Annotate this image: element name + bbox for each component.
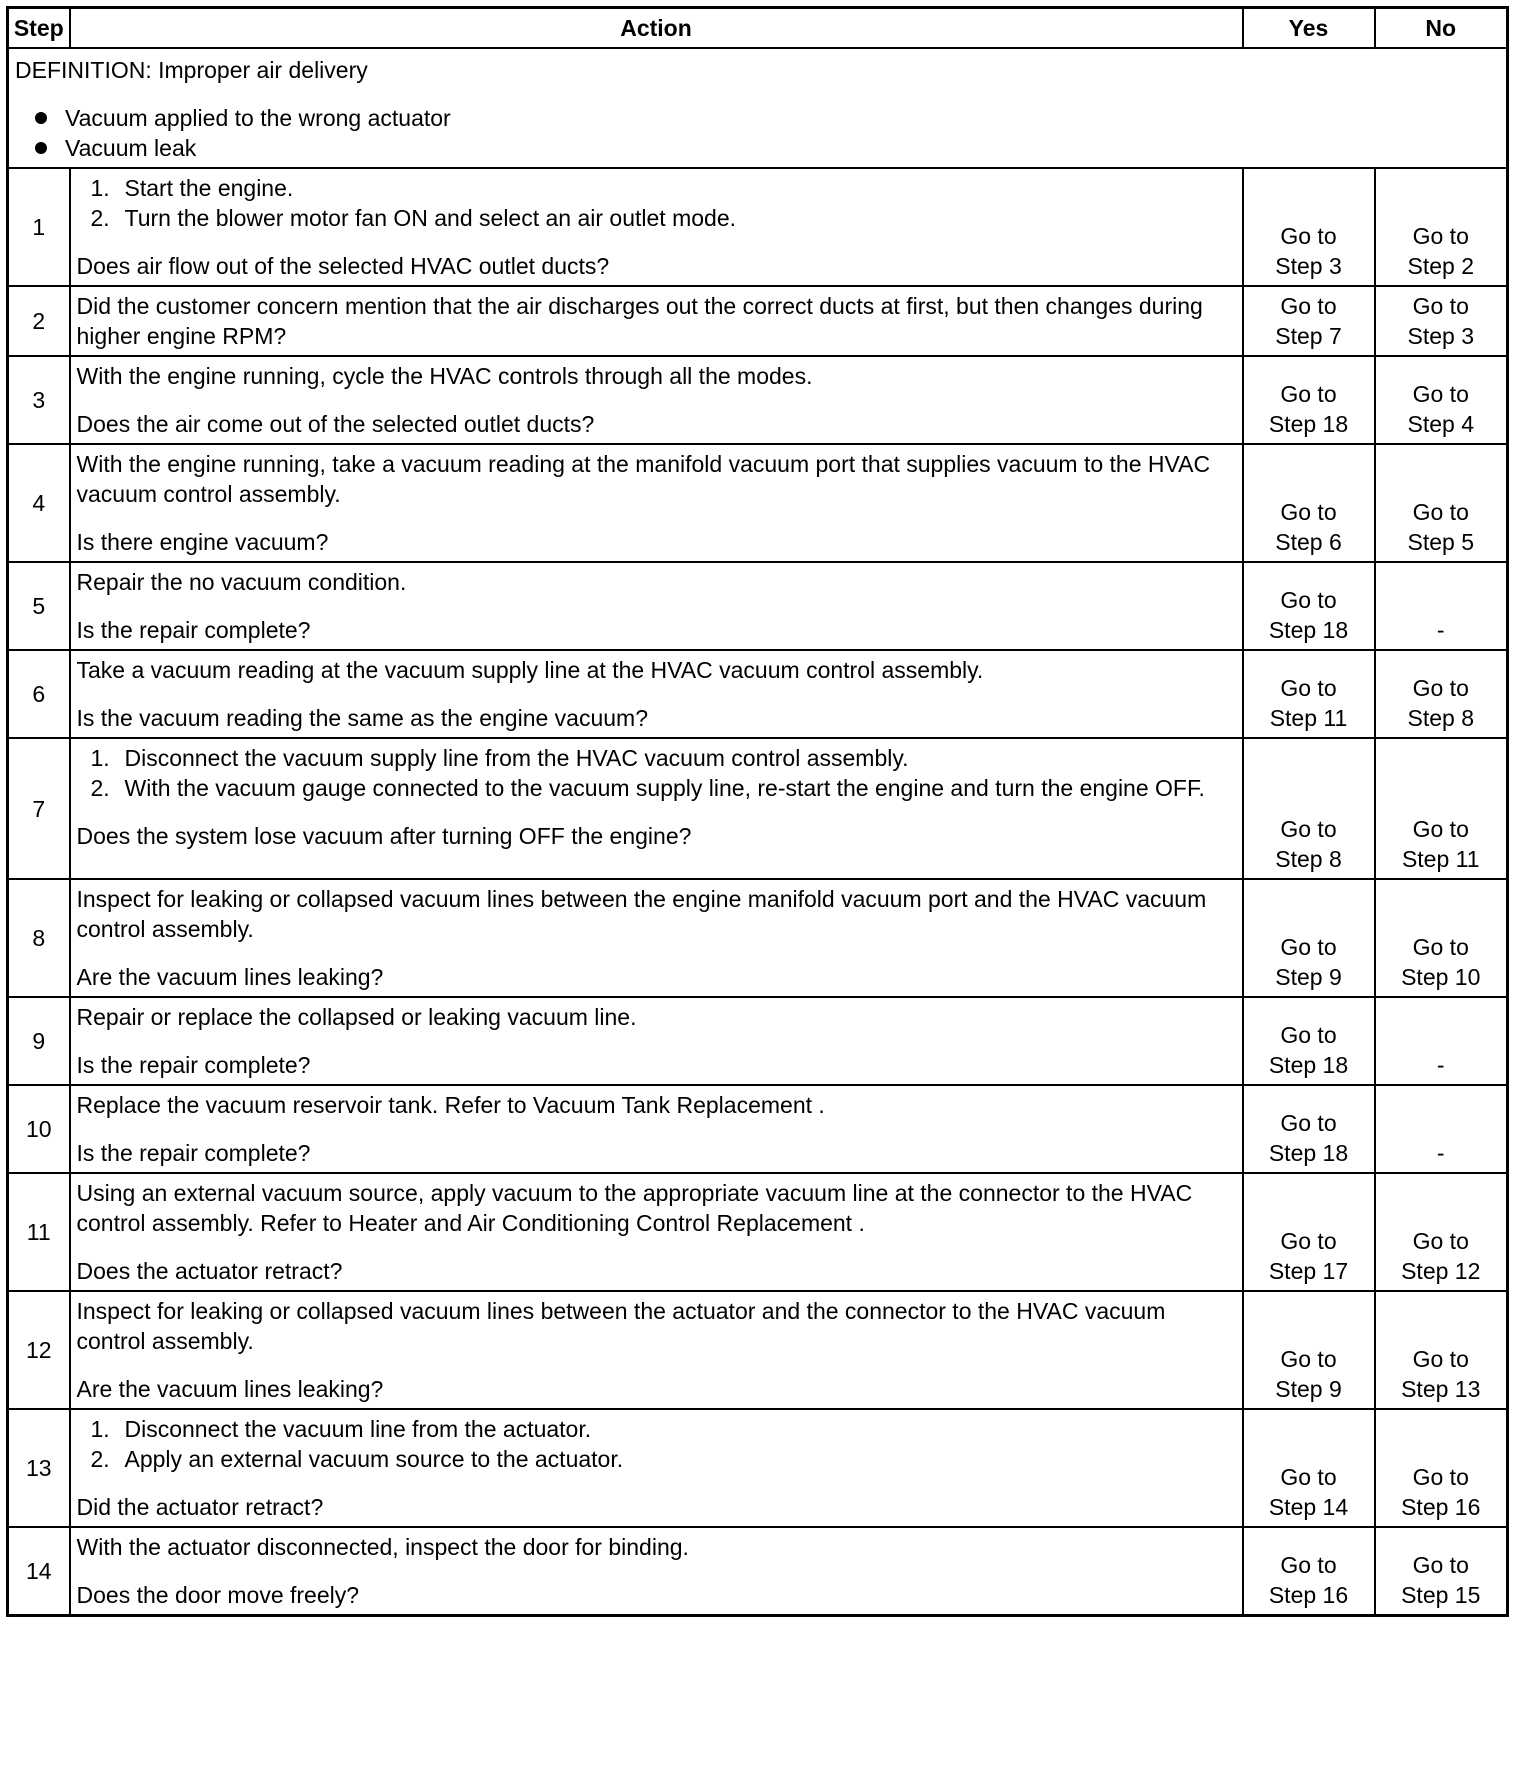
yes-line: Step 9 <box>1275 1376 1342 1402</box>
no-cell <box>1375 1291 1508 1409</box>
action-step-number: 1. <box>90 175 110 201</box>
no-cell <box>1375 1409 1508 1527</box>
step-number: 14 <box>8 1527 70 1616</box>
no-cell <box>1375 1527 1508 1616</box>
yes-line: Go to <box>1280 499 1337 525</box>
yes-cell <box>1243 1527 1375 1616</box>
action-steps <box>77 1414 1236 1474</box>
action-cell <box>70 650 1243 738</box>
no-cell <box>1375 286 1508 356</box>
definition-bullets <box>15 103 1502 163</box>
action-question: Is there engine vacuum? <box>76 529 329 555</box>
yes-line: Step 9 <box>1275 964 1342 990</box>
action-step <box>77 773 1236 803</box>
no-line: Go to <box>1412 675 1469 701</box>
step-number: 7 <box>8 738 70 879</box>
definition-cell <box>8 48 1508 168</box>
no-cell <box>1375 444 1508 562</box>
step-number: 12 <box>8 1291 70 1409</box>
action-step-number: 2. <box>90 205 110 231</box>
yes-cell <box>1243 286 1375 356</box>
yes-line: Go to <box>1280 675 1337 701</box>
no-line: - <box>1436 1140 1445 1166</box>
diagnostic-table <box>6 6 1509 1617</box>
yes-line: Step 7 <box>1275 323 1342 349</box>
header-step: Step <box>8 8 70 49</box>
step-number: 10 <box>8 1085 70 1173</box>
action-cell <box>70 738 1243 879</box>
step-number: 3 <box>8 356 70 444</box>
no-line: Go to <box>1412 1346 1469 1372</box>
action-text: Take a vacuum reading at the vacuum supply line at the HVAC vacuum control assembly. <box>76 657 984 683</box>
no-cell <box>1375 879 1508 997</box>
yes-line: Step 18 <box>1268 1140 1349 1166</box>
action-step-number: 1. <box>90 1416 110 1442</box>
action-cell <box>70 286 1243 356</box>
yes-line: Step 8 <box>1275 846 1342 872</box>
yes-cell <box>1243 1409 1375 1527</box>
yes-line: Go to <box>1280 1346 1337 1372</box>
header-no: No <box>1375 8 1508 49</box>
action-text: With the actuator disconnected, inspect the door for binding. <box>76 1534 689 1560</box>
no-line: Step 11 <box>1401 846 1480 872</box>
action-question: Did the actuator retract? <box>76 1494 324 1520</box>
action-question: Does air flow out of the selected HVAC outlet ducts? <box>76 253 610 279</box>
yes-cell <box>1243 356 1375 444</box>
no-line: - <box>1436 617 1445 643</box>
no-line: Go to <box>1412 223 1469 249</box>
yes-cell <box>1243 997 1375 1085</box>
action-text: Replace the vacuum reservoir tank. Refer to Vacuum Tank Replacement . <box>76 1092 825 1118</box>
step-row <box>8 356 1508 444</box>
action-text: Repair or replace the collapsed or leaking vacuum line. <box>76 1004 637 1030</box>
definition-row <box>8 48 1508 168</box>
action-text: Did the customer concern mention that the air discharges out the correct ducts at first, but then changes during higher engine RPM? <box>76 293 1203 349</box>
yes-cell <box>1243 562 1375 650</box>
yes-cell <box>1243 1085 1375 1173</box>
action-cell <box>70 1409 1243 1527</box>
no-line: Step 8 <box>1407 705 1474 731</box>
action-cell <box>70 168 1243 286</box>
yes-line: Go to <box>1280 1552 1337 1578</box>
header-yes: Yes <box>1243 8 1375 49</box>
no-line: Step 13 <box>1401 1376 1481 1402</box>
action-question: Is the vacuum reading the same as the engine vacuum? <box>76 705 649 731</box>
yes-cell <box>1243 444 1375 562</box>
definition-title: DEFINITION: Improper air delivery <box>15 57 368 83</box>
no-line: Step 15 <box>1401 1582 1481 1608</box>
no-cell <box>1375 562 1508 650</box>
no-cell <box>1375 1173 1508 1291</box>
action-text: With the engine running, take a vacuum reading at the manifold vacuum port that supplies vacuum to the HVAC vacuum control assembly. <box>76 451 1211 507</box>
step-number: 2 <box>8 286 70 356</box>
action-text: Inspect for leaking or collapsed vacuum lines between the actuator and the connector to the HVAC vacuum control assembly. <box>76 1298 1166 1354</box>
yes-cell <box>1243 168 1375 286</box>
no-line: Step 4 <box>1407 411 1474 437</box>
step-row <box>8 738 1508 879</box>
header-row <box>8 8 1508 49</box>
yes-line: Go to <box>1280 587 1337 613</box>
action-question: Does the air come out of the selected outlet ducts? <box>76 411 595 437</box>
action-question: Is the repair complete? <box>76 1140 311 1166</box>
no-line: Step 2 <box>1407 253 1474 279</box>
step-row <box>8 997 1508 1085</box>
no-line: Step 10 <box>1401 964 1481 990</box>
step-number: 6 <box>8 650 70 738</box>
action-cell <box>70 1527 1243 1616</box>
no-cell <box>1375 997 1508 1085</box>
yes-line: Go to <box>1280 1464 1337 1490</box>
action-question: Does the system lose vacuum after turning OFF the engine? <box>76 823 692 849</box>
step-row <box>8 168 1508 286</box>
yes-cell <box>1243 879 1375 997</box>
no-line: Go to <box>1412 1552 1469 1578</box>
action-step-text: With the vacuum gauge connected to the vacuum supply line, re-start the engine and turn the engine OFF. <box>124 775 1205 801</box>
yes-line: Go to <box>1280 1022 1337 1048</box>
action-text: Repair the no vacuum condition. <box>76 569 407 595</box>
definition-bullet: Vacuum applied to the wrong actuator <box>15 103 1502 133</box>
action-step-text: Start the engine. <box>124 175 294 201</box>
yes-line: Step 6 <box>1275 529 1342 555</box>
step-row <box>8 1291 1508 1409</box>
step-row <box>8 879 1508 997</box>
action-question: Is the repair complete? <box>76 1052 311 1078</box>
action-question: Does the door move freely? <box>76 1582 360 1608</box>
no-line: Step 12 <box>1401 1258 1481 1284</box>
action-step-text: Apply an external vacuum source to the actuator. <box>124 1446 624 1472</box>
diagnostic-page <box>6 6 1506 1617</box>
yes-line: Go to <box>1280 223 1337 249</box>
step-number: 4 <box>8 444 70 562</box>
action-step-number: 1. <box>90 745 110 771</box>
action-step-number: 2. <box>90 1446 110 1472</box>
action-cell <box>70 562 1243 650</box>
no-cell <box>1375 356 1508 444</box>
yes-line: Go to <box>1280 934 1337 960</box>
no-cell <box>1375 738 1508 879</box>
step-number: 1 <box>8 168 70 286</box>
yes-line: Step 14 <box>1268 1494 1349 1520</box>
action-text: Using an external vacuum source, apply vacuum to the appropriate vacuum line at the connector to the HVAC control assembly. Refer to Heater and Air Conditioning Control Replacement . <box>76 1180 1193 1236</box>
no-line: Go to <box>1412 381 1469 407</box>
yes-line: Step 17 <box>1268 1258 1349 1284</box>
step-row <box>8 444 1508 562</box>
no-line: Go to <box>1412 816 1469 842</box>
no-cell <box>1375 650 1508 738</box>
action-cell <box>70 879 1243 997</box>
step-number: 11 <box>8 1173 70 1291</box>
action-cell <box>70 356 1243 444</box>
no-cell <box>1375 168 1508 286</box>
action-question: Does the actuator retract? <box>76 1258 343 1284</box>
action-step <box>77 1414 1236 1444</box>
action-step <box>77 173 1236 203</box>
definition-bullet: Vacuum leak <box>15 133 1502 163</box>
action-cell <box>70 1085 1243 1173</box>
step-row <box>8 1173 1508 1291</box>
no-cell <box>1375 1085 1508 1173</box>
yes-line: Go to <box>1280 816 1337 842</box>
action-step <box>77 1444 1236 1474</box>
action-question: Is the repair complete? <box>76 617 311 643</box>
step-number: 5 <box>8 562 70 650</box>
action-step-number: 2. <box>90 775 110 801</box>
no-line: Go to <box>1412 293 1469 319</box>
action-cell <box>70 1173 1243 1291</box>
step-row <box>8 286 1508 356</box>
no-line: Step 3 <box>1407 323 1474 349</box>
step-row <box>8 1527 1508 1616</box>
action-step-text: Disconnect the vacuum supply line from the HVAC vacuum control assembly. <box>124 745 909 771</box>
action-step <box>77 743 1236 773</box>
yes-cell <box>1243 1173 1375 1291</box>
yes-line: Step 18 <box>1268 1052 1349 1078</box>
step-row <box>8 1409 1508 1527</box>
action-cell <box>70 997 1243 1085</box>
yes-line: Go to <box>1280 381 1337 407</box>
action-cell <box>70 1291 1243 1409</box>
no-line: Go to <box>1412 1464 1469 1490</box>
no-line: - <box>1436 1052 1445 1078</box>
step-row <box>8 1085 1508 1173</box>
action-text: Inspect for leaking or collapsed vacuum lines between the engine manifold vacuum port and the HVAC vacuum control assembly. <box>76 886 1207 942</box>
yes-line: Step 18 <box>1268 411 1349 437</box>
action-question: Are the vacuum lines leaking? <box>76 1376 384 1402</box>
yes-line: Step 3 <box>1275 253 1342 279</box>
yes-line: Step 18 <box>1268 617 1349 643</box>
yes-cell <box>1243 738 1375 879</box>
action-step-text: Disconnect the vacuum line from the actuator. <box>124 1416 592 1442</box>
step-number: 9 <box>8 997 70 1085</box>
no-line: Go to <box>1412 499 1469 525</box>
action-step-text: Turn the blower motor fan ON and select an air outlet mode. <box>124 205 737 231</box>
header-action: Action <box>70 8 1243 49</box>
action-cell <box>70 444 1243 562</box>
action-steps <box>77 173 1236 233</box>
no-line: Step 5 <box>1407 529 1474 555</box>
step-number: 8 <box>8 879 70 997</box>
step-row <box>8 562 1508 650</box>
action-text: With the engine running, cycle the HVAC controls through all the modes. <box>76 363 813 389</box>
yes-line: Go to <box>1280 1110 1337 1136</box>
no-line: Go to <box>1412 1228 1469 1254</box>
no-line: Go to <box>1412 934 1469 960</box>
action-steps <box>77 743 1236 803</box>
yes-line: Step 16 <box>1268 1582 1349 1608</box>
yes-cell <box>1243 1291 1375 1409</box>
action-question: Are the vacuum lines leaking? <box>76 964 384 990</box>
yes-line: Go to <box>1280 293 1337 319</box>
yes-cell <box>1243 650 1375 738</box>
step-row <box>8 650 1508 738</box>
step-number: 13 <box>8 1409 70 1527</box>
yes-line: Step 11 <box>1269 705 1348 731</box>
no-line: Step 16 <box>1401 1494 1481 1520</box>
action-step <box>77 203 1236 233</box>
yes-line: Go to <box>1280 1228 1337 1254</box>
